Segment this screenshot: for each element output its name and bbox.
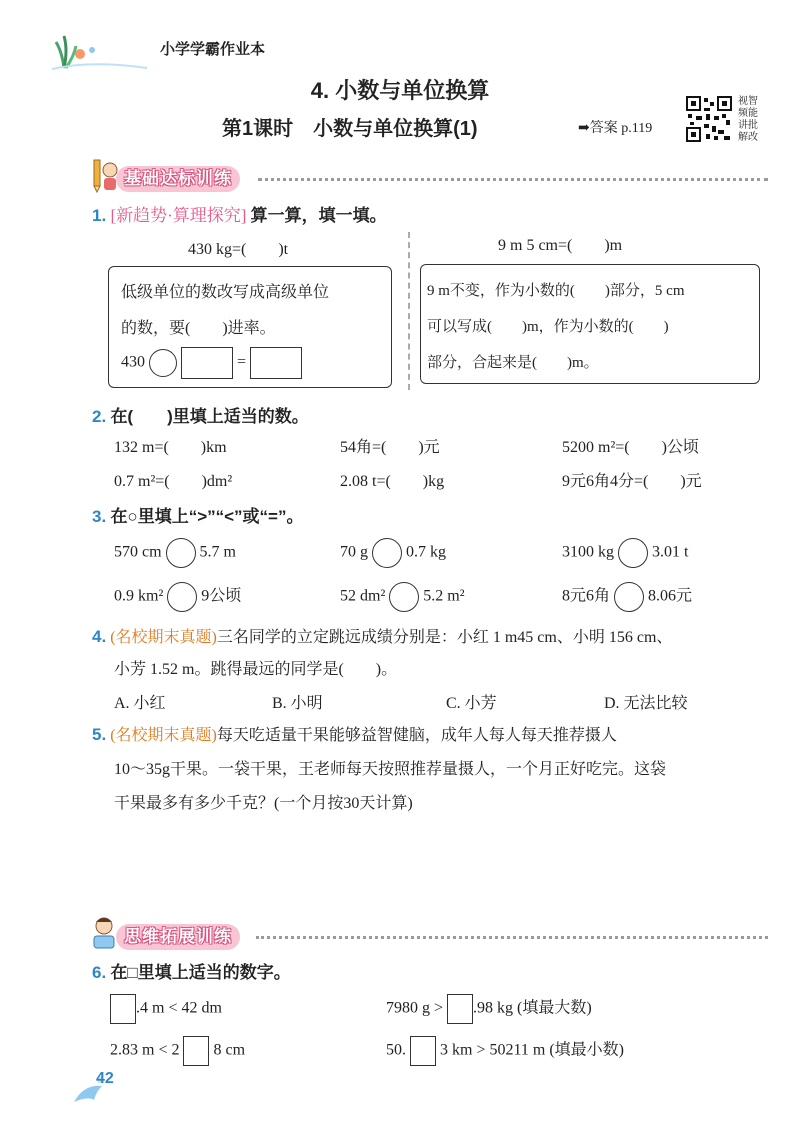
lesson-title: 第1课时 小数与单位换算(1) — [222, 118, 478, 140]
question-1-header — [92, 201, 387, 226]
question-text: 在○里填上“>”“<”或“=”。 — [110, 507, 304, 526]
qr-code-icon[interactable] — [686, 96, 732, 142]
question-text: 每天吃适量干果能够益智健脑，成年人每人每天推荐摄人 — [216, 727, 617, 744]
q1-right-panel — [420, 264, 760, 384]
q2-item[interactable]: 9元6角4分=( )元 — [562, 473, 702, 490]
q3-comparison — [340, 582, 465, 612]
q3-comparison — [114, 582, 241, 612]
compare-circle[interactable] — [614, 582, 644, 612]
q2-item[interactable]: 5200 m²=( )公顷 — [562, 439, 699, 456]
compare-right: 8.06元 — [648, 587, 693, 605]
compare-circle[interactable] — [389, 582, 419, 612]
compare-left: 0.9 km² — [114, 587, 164, 605]
panel-text: 的数，要( )进率。 — [121, 320, 276, 337]
q1-left-expression: 430 kg=( )t — [188, 241, 289, 258]
q6-item — [110, 1036, 245, 1066]
divider — [256, 936, 768, 939]
question-number: 5. — [92, 725, 107, 744]
compare-right: 9公顷 — [201, 587, 242, 605]
qr-caption-line: 频能 — [738, 108, 758, 119]
question-number: 4. — [92, 627, 107, 646]
digit-box[interactable] — [410, 1036, 436, 1066]
q6-text: 50. — [386, 1041, 406, 1059]
question-number: 3. — [92, 507, 107, 526]
compare-circle[interactable] — [618, 538, 648, 568]
question-text: 三名同学的立定跳远成绩分别是：小红 1 m45 cm、小明 156 cm、 — [216, 629, 673, 646]
divider — [408, 232, 410, 390]
q6-item — [386, 994, 592, 1024]
q1-left-conversion-row — [121, 347, 302, 379]
qr-caption-line: 视智 — [738, 96, 758, 107]
answer-box[interactable] — [250, 347, 302, 379]
compare-right: 3.01 t — [652, 543, 689, 561]
book-logo-plant-icon — [52, 32, 152, 70]
equals-sign: = — [237, 353, 247, 371]
question-tag: [新趋势·算理探究] — [110, 206, 247, 225]
compare-left: 70 g — [340, 543, 368, 561]
q6-text: .4 m < 42 dm — [136, 999, 222, 1017]
digit-box[interactable] — [183, 1036, 209, 1066]
panel-text: 9 m不变，作为小数的( )部分，5 cm — [427, 283, 685, 299]
q6-text: 7980 g > — [386, 999, 444, 1017]
option-c[interactable]: C. 小芳 — [446, 695, 497, 712]
qr-caption-line: 讲批 — [738, 120, 758, 131]
question-6-header — [92, 958, 291, 983]
compare-right: 5.7 m — [199, 543, 236, 561]
q2-item[interactable]: 54角=( )元 — [340, 439, 440, 456]
answer-reference: ➡答案 p.119 — [578, 121, 653, 136]
compare-right: 5.2 m² — [423, 587, 465, 605]
q6-item — [110, 994, 222, 1024]
question-4-line-2: 小芳 1.52 m。跳得最远的同学是( )。 — [114, 661, 398, 678]
option-b[interactable]: B. 小明 — [272, 695, 323, 712]
compare-circle[interactable] — [167, 582, 197, 612]
panel-text: 部分，合起来是( )m。 — [427, 355, 599, 371]
q1-left-panel — [108, 266, 392, 388]
question-3-header — [92, 502, 304, 527]
compare-left: 570 cm — [114, 543, 162, 561]
question-tag: (名校期末真题) — [110, 727, 217, 744]
question-2-header — [92, 402, 309, 427]
option-d[interactable]: D. 无法比较 — [604, 695, 688, 712]
question-text: 在( )里填上适当的数。 — [110, 407, 309, 426]
divider — [258, 178, 768, 181]
q2-item[interactable]: 0.7 m²=( )dm² — [114, 473, 233, 490]
qr-caption-line: 解改 — [738, 132, 758, 143]
answer-box[interactable] — [181, 347, 233, 379]
question-5-line-2: 10～35g干果。一袋干果，王老师每天按照推荐量摄人，一个月正好吃完。这袋 — [114, 761, 667, 778]
panel-text: 低级单位的数改写成高级单位 — [121, 284, 330, 301]
book-title: 小学学霸作业本 — [160, 41, 266, 58]
page-number: 42 — [96, 1070, 114, 1087]
q3-comparison — [340, 538, 446, 568]
q2-item[interactable]: 2.08 t=( )kg — [340, 473, 445, 490]
question-number: 6. — [92, 963, 107, 982]
question-4-line-1 — [92, 624, 672, 647]
question-text: 算一算，填一填。 — [250, 206, 387, 225]
q6-text: 8 cm — [213, 1041, 246, 1059]
q6-text: 2.83 m < 2 — [110, 1041, 180, 1059]
digit-box[interactable] — [447, 994, 473, 1024]
question-number: 1. — [92, 206, 107, 225]
question-5-line-3: 干果最多有多少千克？(一个月按30天计算) — [114, 795, 413, 812]
section-banner-basic — [88, 164, 768, 194]
chapter-title: 4. 小数与单位换算 — [310, 78, 490, 103]
question-text: 在□里填上适当的数字。 — [110, 963, 291, 982]
q1-right-expression: 9 m 5 cm=( )m — [498, 237, 623, 254]
section-title: 基础达标训练 — [116, 166, 240, 192]
q6-text: 3 km > 50211 m (填最小数) — [440, 1041, 624, 1059]
compare-circle[interactable] — [166, 538, 196, 568]
q6-text: .98 kg (填最大数) — [473, 999, 592, 1017]
question-5-line-1 — [92, 722, 617, 745]
compare-left: 3100 kg — [562, 543, 614, 561]
compare-left: 52 dm² — [340, 587, 386, 605]
section-banner-extension — [88, 922, 768, 952]
q2-item[interactable]: 132 m=( )km — [114, 439, 227, 456]
compare-left: 8元6角 — [562, 587, 611, 605]
operator-circle[interactable] — [149, 349, 177, 377]
q6-item — [386, 1036, 624, 1066]
compare-right: 0.7 kg — [406, 543, 446, 561]
question-number: 2. — [92, 407, 107, 426]
q3-comparison — [562, 538, 688, 568]
question-tag: (名校期末真题) — [110, 629, 217, 646]
panel-number: 430 — [121, 353, 145, 371]
section-title: 思维拓展训练 — [116, 924, 240, 950]
panel-text: 可以写成( )m，作为小数的( ) — [427, 319, 669, 335]
digit-box[interactable] — [110, 994, 136, 1024]
qr-caption — [738, 96, 762, 144]
q3-comparison — [562, 582, 692, 612]
q3-comparison — [114, 538, 236, 568]
compare-circle[interactable] — [372, 538, 402, 568]
option-a[interactable]: A. 小红 — [114, 695, 166, 712]
